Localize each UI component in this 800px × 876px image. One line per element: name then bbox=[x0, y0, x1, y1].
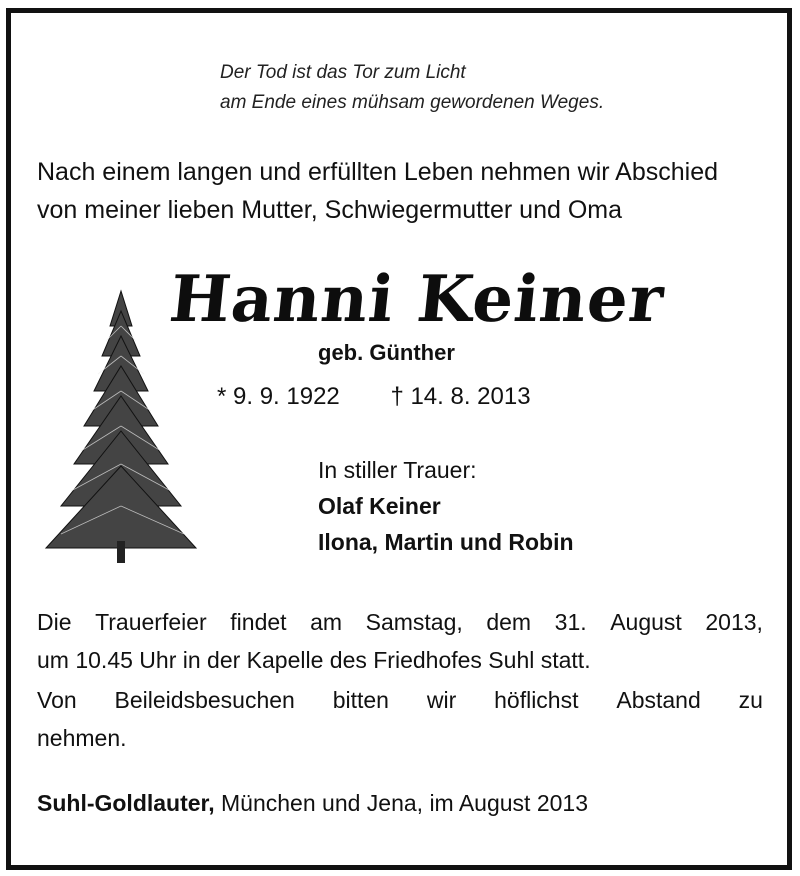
condolence-line-1 bbox=[37, 681, 763, 719]
mourner-name: Ilona, Martin und Robin bbox=[318, 529, 574, 555]
life-dates bbox=[217, 383, 531, 411]
condolence-line-2: nehmen. bbox=[37, 725, 127, 751]
motto bbox=[220, 58, 604, 118]
birth-name: geb. Günther bbox=[318, 340, 455, 365]
word: 2013, bbox=[705, 609, 763, 635]
word: zu bbox=[738, 687, 763, 713]
mourner-name: Olaf Keiner bbox=[318, 493, 441, 519]
death-date: † 14. 8. 2013 bbox=[390, 383, 531, 410]
motto-line-2: am Ende eines mühsam gewordenen Weges. bbox=[220, 92, 605, 113]
footer-rest: München und Jena, im August 2013 bbox=[214, 790, 588, 816]
footer-place-date bbox=[37, 790, 588, 817]
word: Abstand bbox=[616, 687, 701, 713]
word: Beileidsbesuchen bbox=[114, 687, 295, 713]
intro-text bbox=[37, 153, 718, 229]
word: bitten bbox=[332, 687, 389, 713]
word: 31. bbox=[554, 609, 587, 635]
word: Trauerfeier bbox=[95, 609, 207, 635]
word: findet bbox=[230, 609, 287, 635]
word: am bbox=[310, 609, 343, 635]
word: August bbox=[610, 609, 682, 635]
intro-line-1: Nach einem langen und erfüllten Leben nehmen wir Abschied bbox=[37, 158, 719, 186]
mourners-block bbox=[318, 452, 574, 560]
word: dem bbox=[486, 609, 532, 635]
deceased-name: Hanni Keiner bbox=[166, 262, 668, 337]
motto-line-1: Der Tod ist das Tor zum Licht bbox=[220, 62, 466, 83]
mourners-heading: In stiller Trauer: bbox=[318, 457, 477, 483]
word: Die bbox=[37, 609, 72, 635]
service-line-2: um 10.45 Uhr in der Kapelle des Friedhofes Suhl statt. bbox=[37, 647, 591, 673]
word: Von bbox=[37, 687, 77, 713]
funeral-service-text bbox=[37, 603, 763, 679]
footer-place: Suhl-Goldlauter, bbox=[37, 790, 215, 816]
birth-date: * 9. 9. 1922 bbox=[217, 383, 340, 410]
word: höflichst bbox=[494, 687, 579, 713]
service-line-1 bbox=[37, 603, 763, 641]
word: Samstag, bbox=[365, 609, 463, 635]
word: wir bbox=[426, 687, 457, 713]
intro-line-2: von meiner lieben Mutter, Schwiegermutter und Oma bbox=[37, 196, 622, 224]
condolence-note bbox=[37, 681, 763, 757]
